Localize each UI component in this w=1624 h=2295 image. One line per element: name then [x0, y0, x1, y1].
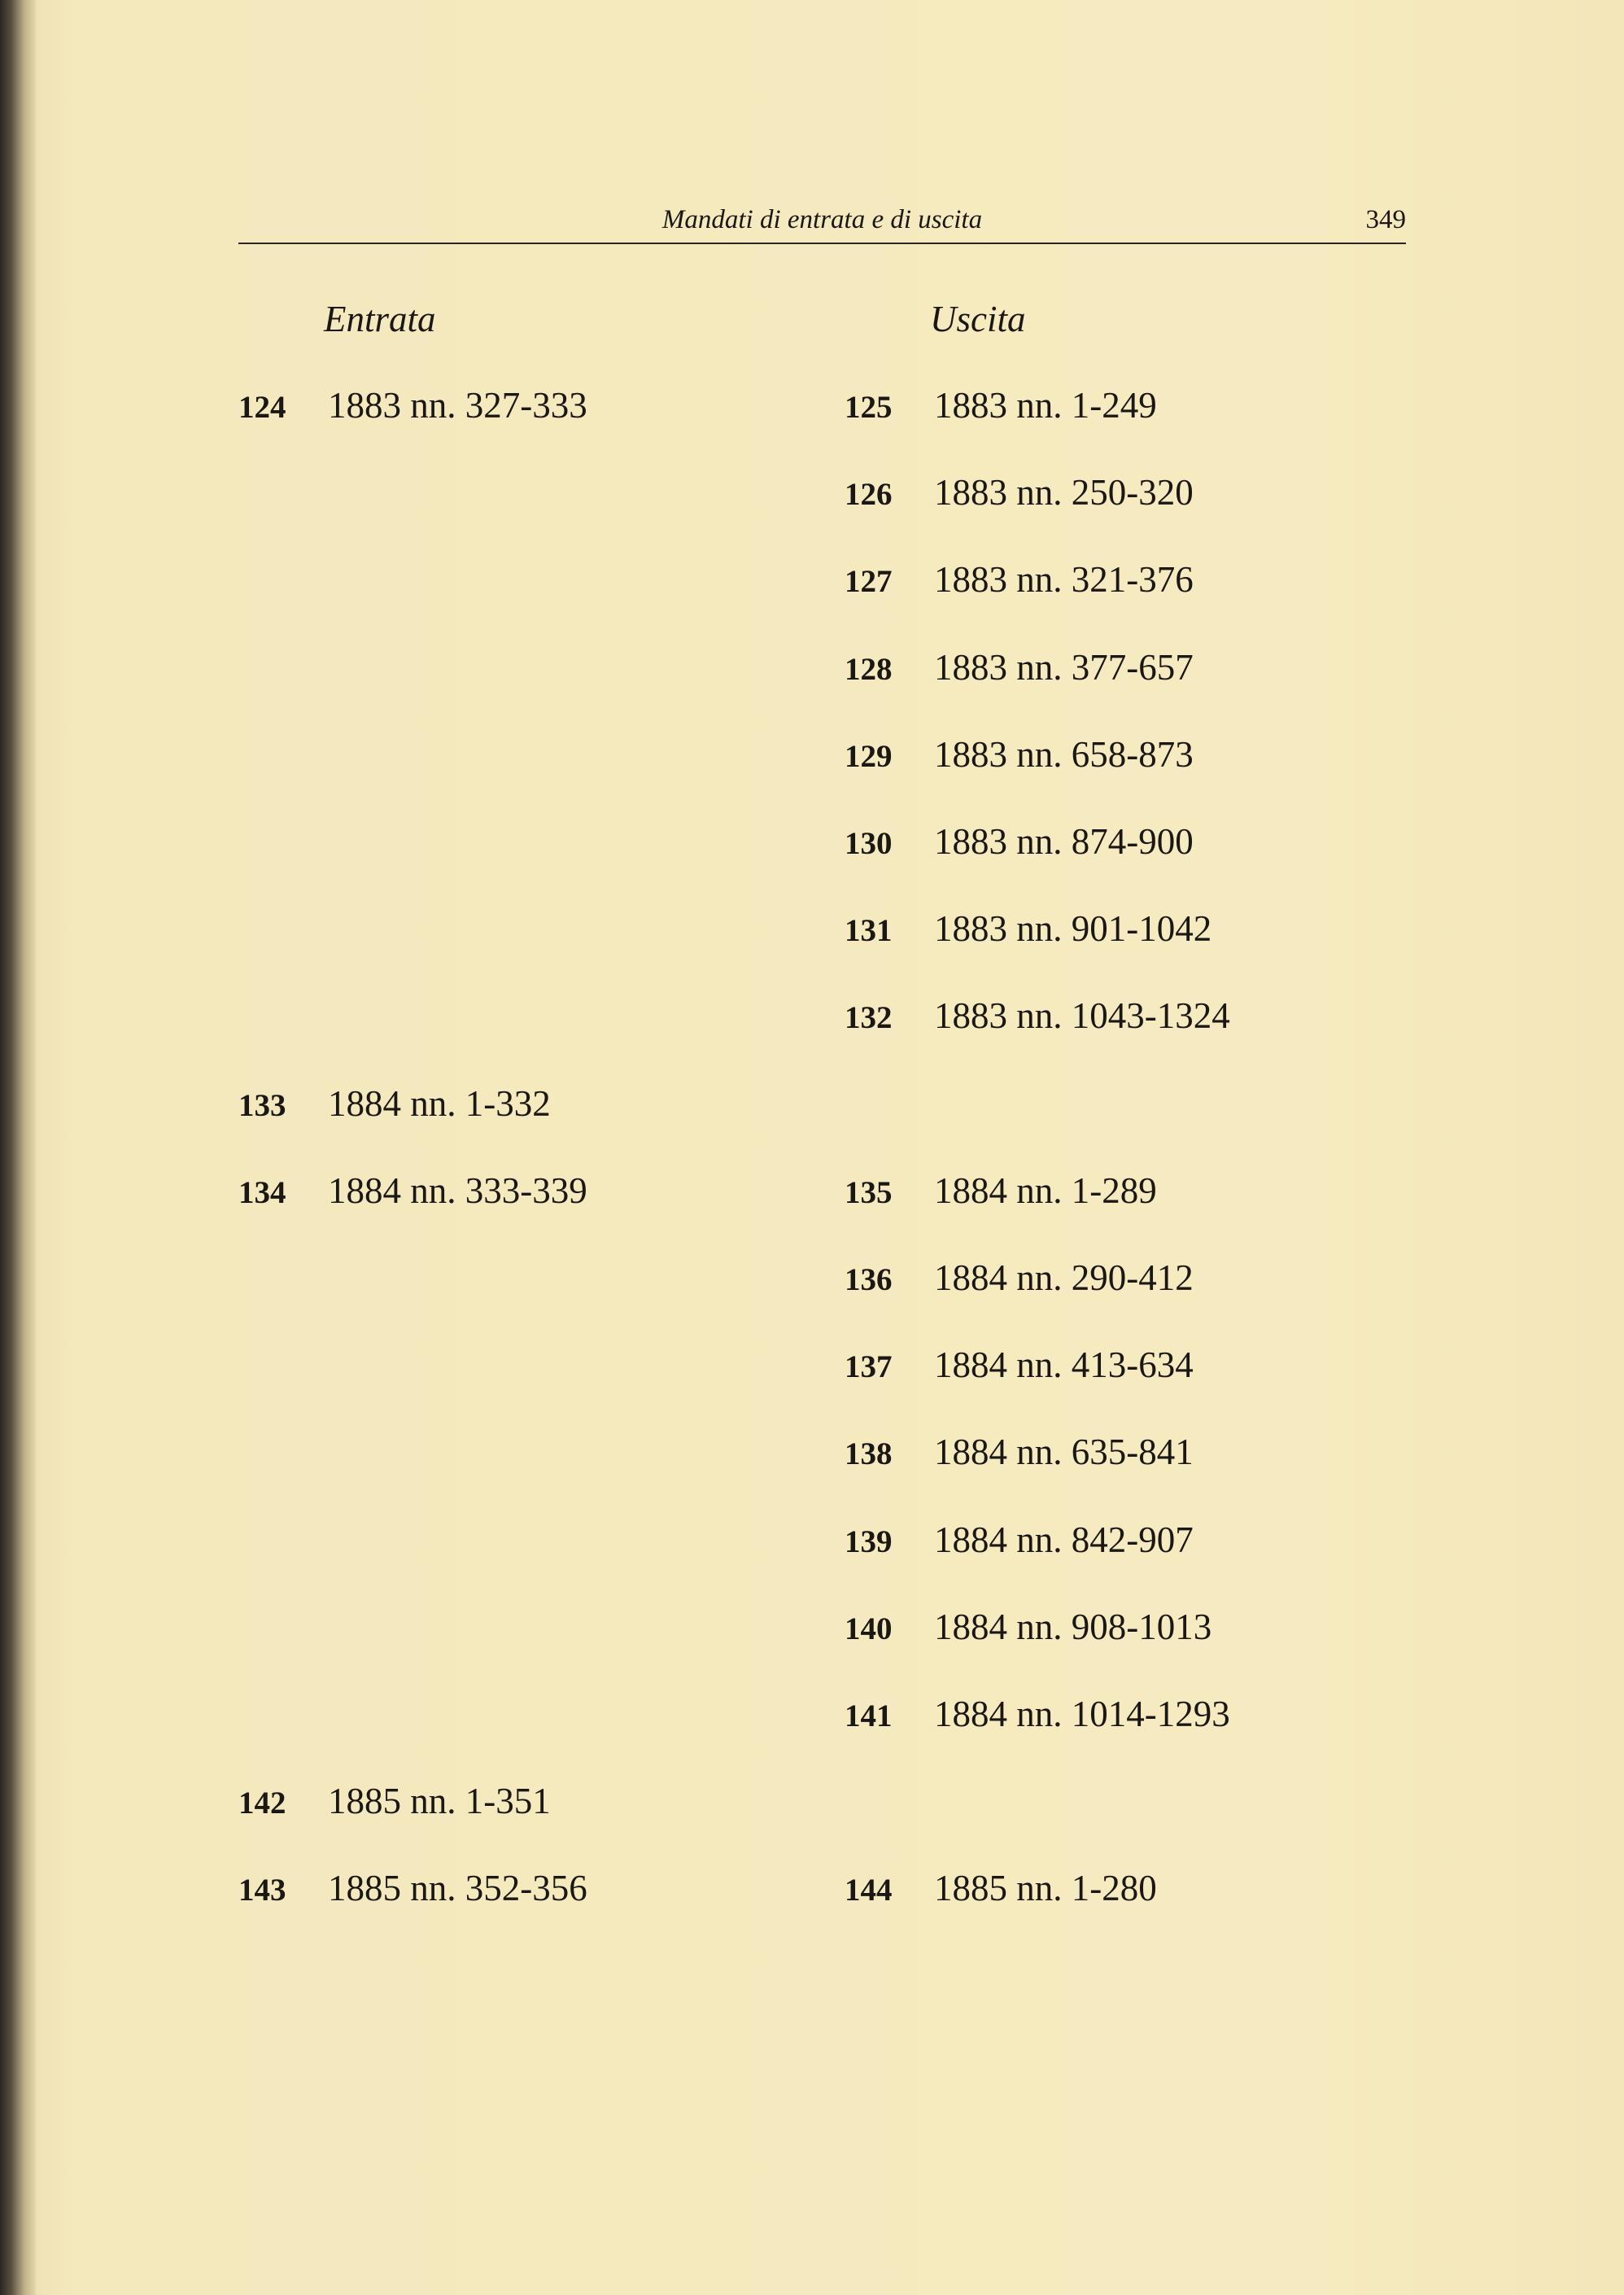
entry-range: 1884 nn. 333-339	[328, 1170, 587, 1211]
entry-number: 139	[845, 1524, 893, 1559]
entry-range: 1885 nn. 1-351	[328, 1781, 551, 1821]
header-rule	[238, 243, 1406, 244]
uscita-entry	[845, 1427, 1194, 1476]
entry-number: 127	[845, 564, 893, 599]
entry-range: 1884 nn. 1-332	[328, 1083, 551, 1124]
uscita-entry	[845, 991, 1230, 1040]
uscita-entry	[845, 730, 1194, 779]
entry-range: 1884 nn. 842-907	[934, 1519, 1194, 1560]
entry-number: 133	[238, 1088, 286, 1123]
uscita-entry	[845, 1690, 1230, 1738]
entrata-entry	[238, 381, 587, 430]
uscita-entry	[845, 643, 1194, 692]
uscita-entry	[845, 555, 1194, 604]
entry-range: 1883 nn. 250-320	[934, 472, 1194, 513]
entry-range: 1884 nn. 413-634	[934, 1344, 1194, 1385]
entry-number: 132	[845, 1000, 893, 1035]
entry-range: 1883 nn. 1043-1324	[934, 995, 1230, 1036]
entry-range: 1883 nn. 874-900	[934, 821, 1194, 862]
entry-number: 144	[845, 1873, 893, 1908]
entry-number: 126	[845, 477, 893, 512]
uscita-entry	[845, 1253, 1194, 1302]
uscita-entry	[845, 904, 1211, 953]
entry-range: 1883 nn. 658-873	[934, 734, 1194, 775]
entry-range: 1883 nn. 321-376	[934, 559, 1194, 600]
entry-number: 142	[238, 1786, 286, 1821]
uscita-entry	[845, 1166, 1157, 1215]
entrata-entry	[238, 1166, 587, 1215]
entry-number: 141	[845, 1698, 893, 1733]
book-binding-edge	[0, 0, 36, 2295]
uscita-entry	[845, 381, 1157, 430]
entrata-entry	[238, 1864, 587, 1912]
entry-range: 1884 nn. 635-841	[934, 1432, 1194, 1472]
entry-number: 130	[845, 826, 893, 861]
running-header	[238, 202, 1406, 243]
running-header-title: Mandati di entrata e di uscita	[661, 205, 983, 234]
entrata-entry	[238, 1079, 551, 1128]
entry-number: 134	[238, 1175, 286, 1210]
entry-number: 128	[845, 652, 893, 687]
entry-range: 1883 nn. 1-249	[934, 385, 1157, 426]
entry-range: 1884 nn. 1-289	[934, 1170, 1157, 1211]
entrata-entry	[238, 1777, 551, 1825]
entry-number: 137	[845, 1349, 893, 1384]
page-number: 349	[1365, 205, 1406, 234]
entry-number: 135	[845, 1175, 893, 1210]
entry-range: 1885 nn. 352-356	[328, 1868, 587, 1908]
uscita-entry	[845, 1602, 1211, 1651]
uscita-entry	[845, 468, 1194, 517]
entry-range: 1883 nn. 327-333	[328, 385, 587, 426]
uscita-entry	[845, 1340, 1194, 1389]
uscita-entry	[845, 1864, 1157, 1912]
entry-number: 129	[845, 739, 893, 774]
entry-number: 140	[845, 1611, 893, 1646]
entry-range: 1885 nn. 1-280	[934, 1868, 1157, 1908]
entry-range: 1884 nn. 908-1013	[934, 1606, 1212, 1647]
entry-number: 131	[845, 913, 893, 948]
column-heading-entrata: Entrata	[324, 299, 436, 339]
uscita-entry	[845, 817, 1194, 866]
entry-number: 125	[845, 390, 893, 425]
entry-range: 1884 nn. 1014-1293	[934, 1694, 1230, 1734]
entry-number: 138	[845, 1436, 893, 1471]
uscita-entry	[845, 1515, 1194, 1564]
entry-number: 143	[238, 1873, 286, 1908]
entry-range: 1883 nn. 901-1042	[934, 908, 1212, 949]
column-heading-uscita: Uscita	[930, 299, 1026, 339]
entry-range: 1883 nn. 377-657	[934, 647, 1194, 688]
entry-range: 1884 nn. 290-412	[934, 1257, 1194, 1298]
entry-number: 136	[845, 1262, 893, 1297]
entry-number: 124	[238, 390, 286, 425]
